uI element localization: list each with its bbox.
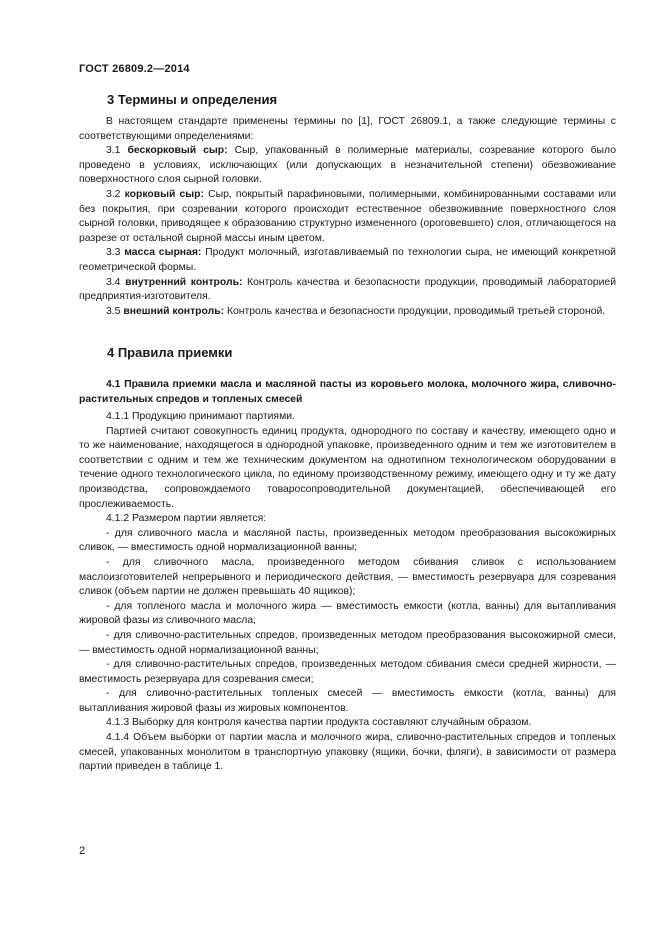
section-3-body	[79, 115, 616, 319]
term-label: внутренний контроль:	[125, 276, 243, 288]
section-4-body	[79, 410, 616, 775]
term-label: внешний контроль:	[123, 305, 225, 317]
list-item: - для сливочно-растительных спредов, произведенных методом преобразования высокожирной смеси, — вместимость одной нормализационной ванны;	[79, 629, 616, 656]
paragraph-4-1-2: 4.1.2 Размером партии является:	[106, 513, 267, 525]
term-3-4: 3.4 внутренний контроль: Контроль качества и безопасности продукции, проводимый лабораторией предприятия-изготовителя.	[79, 276, 617, 303]
list-item: - для сливочного масла, произведенного методом сбивания сливок с использованием маслоизготовителей непрерывного и периодического действия, — вместимость резервуара для созревания сливок (объем партии не должен превышать 40 ящиков);	[79, 556, 616, 598]
list-item: - для сливочного масла и масляной пасты, произведенных методом преобразования высокожирных сливок, — вместимость одной нормализационной ванны;	[79, 527, 616, 554]
section-4-1-subtitle: 4.1 Правила приемки масла и масляной пасты из коровьего молока, молочного жира, сливочно-растительных спредов и топленых смесей	[79, 379, 616, 405]
list-item: - для сливочно-растительных спредов, произведенных методом сбивания смеси средней жирности, — вместимость резервуара для созревания смеси;	[79, 659, 616, 685]
paragraph-4-1-1: 4.1.1 Продукцию принимают партиями.	[106, 411, 295, 422]
list-item: - для сливочно-растительных топленых смесей — вместимость емкости (котла, ванны) для вытапливания жировой фазы из жировых компонентов.	[79, 688, 616, 714]
section-3-intro: В настоящем стандарте применены термины по [1], ГОСТ 26809.1, а также следующие термины с соответствующими определениями:	[79, 116, 616, 142]
list-item: - для топленого масла и молочного жира — вместимость емкости (котла, ванны) для вытапливания жировой фазы из сливочного масла;	[79, 600, 616, 627]
term-3-3: 3.3 масса сырная: Продукт молочный, изготавливаемый по технологии сыра, не имеющий конкретной геометрической формы.	[79, 247, 616, 273]
section-4-title: 4 Правила приемки	[107, 345, 233, 360]
term-label: масса сырная:	[124, 247, 202, 259]
term-label: корковый сыр:	[124, 188, 204, 200]
term-label: бескорковый сыр:	[127, 145, 228, 157]
term-3-5: 3.5 внешний контроль: Контроль качества и безопасности продукции, проводимый третьей стороной.	[106, 305, 606, 317]
term-3-2: 3.2 корковый сыр: Сыр, покрытый парафиновыми, полимерными, комбинированными составами или без покрытия, при созревании которого происходит естественное обезвоживание поверхностного слоя сырной головки, приводящее к образованию структурно измененного (ороговевшего) слоя, отличающегося на разрезе от остальной сырной массы иным цветом.	[79, 188, 616, 244]
paragraph-4-1-4: 4.1.4 Объем выборки от партии масла и молочного жира, сливочно-растительных спредов и топленых смесей, упакованных монолитом в транспортную упаковку (ящики, бочки, фляги), в зависимости от размера партии приведен в таблице 1.	[79, 732, 616, 773]
section-3-title: 3 Термины и определения	[107, 92, 278, 107]
document-header: ГОСТ 26809.2—2014	[79, 63, 190, 75]
page-number: 2	[79, 845, 86, 857]
paragraph-party-definition: Партией считают совокупность единиц продукта, однородного по составу и качеству, имеющего одно и то же наименование, находящегося в однородной упаковке, произведенного одним и тем же изготовителем в соответствии с одним и тем же техническим документом на однотипном технологическом оборудовании в течение одного технологического цикла, по единому производственному режиму, имеющего одну и ту же дату производства, сопровождаемого товаросопроводительной документацией, обеспечивающей его прослеживаемость.	[79, 425, 616, 510]
term-3-1: 3.1 бескорковый сыр: Сыр, упакованный в полимерные материалы, созревание которого было проведено в условиях, исключающих (или допускающих в незначительной степени) обезвоживание поверхностного слоя сырной головки.	[79, 145, 616, 186]
paragraph-4-1-3: 4.1.3 Выборку для контроля качества партии продукта составляют случайным образом.	[106, 717, 532, 729]
